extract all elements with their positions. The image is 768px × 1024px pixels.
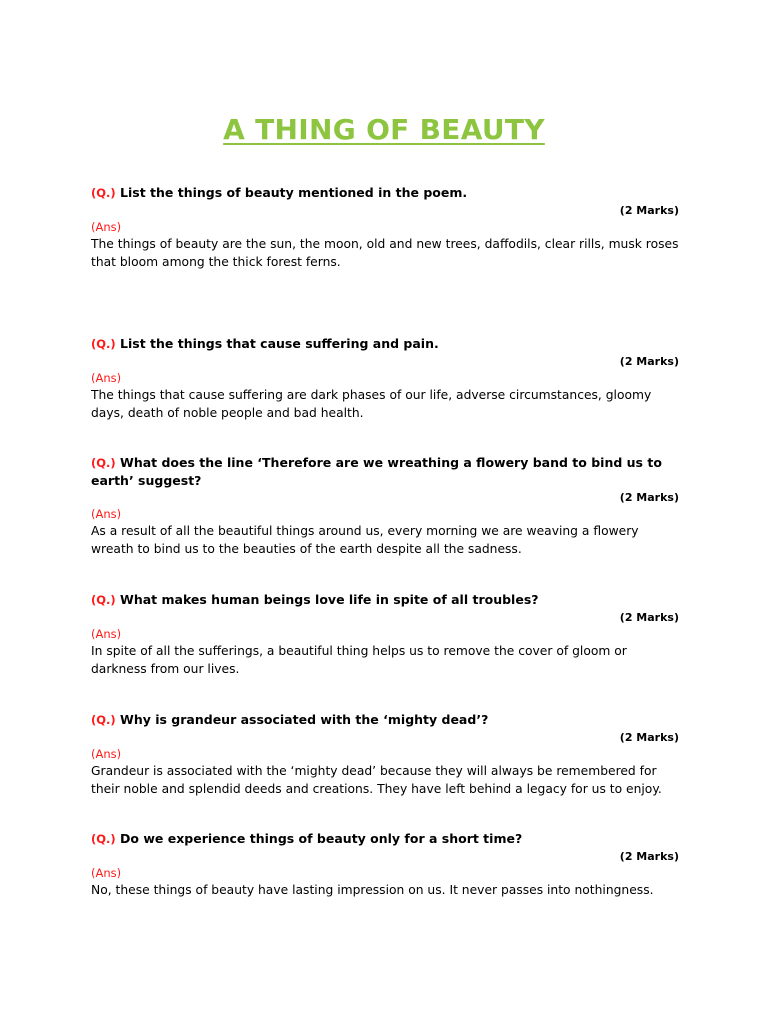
question-tag: (Q.) bbox=[91, 337, 116, 351]
answer-text: In spite of all the sufferings, a beautiful thing helps us to remove the cover of gloom or darkness from our lives. bbox=[91, 644, 627, 676]
question-text: Do we experience things of beauty only for a short time? bbox=[120, 831, 523, 846]
question-tag: (Q.) bbox=[91, 593, 116, 607]
question-text: List the things that cause suffering and pain. bbox=[120, 336, 439, 351]
answer-text: As a result of all the beautiful things around us, every morning we are weaving a flowery wreath to bind us to the beauties of the earth despite all the sadness. bbox=[91, 524, 639, 556]
answer-tag: (Ans) bbox=[91, 866, 122, 880]
question bbox=[91, 454, 687, 489]
marks-label: (2 Marks) bbox=[619, 850, 679, 863]
answer-text: No, these things of beauty have lasting impression on us. It never passes into nothingness. bbox=[91, 883, 654, 897]
answer-text: The things that cause suffering are dark phases of our life, adverse circumstances, gloomy days, death of noble people and bad health. bbox=[91, 388, 652, 420]
page-title bbox=[0, 110, 768, 150]
answer-text: Grandeur is associated with the ‘mighty dead’ because they will always be remembered for their noble and splendid deeds and creations. They have left behind a legacy for us to enjoy. bbox=[91, 764, 662, 796]
qa-block-3 bbox=[91, 454, 687, 558]
question bbox=[91, 591, 687, 609]
question-text: What does the line ‘Therefore are we wreathing a flowery band to bind us to earth’ suggest? bbox=[91, 455, 662, 488]
question-tag: (Q.) bbox=[91, 186, 116, 200]
marks-label: (2 Marks) bbox=[619, 491, 679, 504]
answer-tag: (Ans) bbox=[91, 371, 122, 385]
answer-tag: (Ans) bbox=[91, 627, 122, 641]
question-text: List the things of beauty mentioned in the poem. bbox=[120, 185, 468, 200]
marks-label: (2 Marks) bbox=[619, 731, 679, 744]
question-text: What makes human beings love life in spite of all troubles? bbox=[120, 592, 539, 607]
qa-block-6 bbox=[91, 830, 687, 900]
answer-tag: (Ans) bbox=[91, 747, 122, 761]
marks-label: (2 Marks) bbox=[619, 204, 679, 217]
qa-block-5 bbox=[91, 711, 687, 798]
question bbox=[91, 184, 687, 202]
title-text: A THING OF BEAUTY bbox=[223, 113, 545, 146]
answer-text: The things of beauty are the sun, the moon, old and new trees, daffodils, clear rills, musk roses that bloom among the thick forest ferns. bbox=[91, 237, 679, 269]
marks-label: (2 Marks) bbox=[619, 355, 679, 368]
question-tag: (Q.) bbox=[91, 456, 116, 470]
answer-tag: (Ans) bbox=[91, 220, 122, 234]
question bbox=[91, 711, 687, 729]
question-text: Why is grandeur associated with the ‘mighty dead’? bbox=[120, 712, 489, 727]
question bbox=[91, 335, 687, 353]
qa-block-2 bbox=[91, 335, 687, 422]
answer-tag: (Ans) bbox=[91, 507, 122, 521]
question-tag: (Q.) bbox=[91, 713, 116, 727]
qa-block-4 bbox=[91, 591, 687, 678]
question bbox=[91, 830, 687, 848]
marks-label: (2 Marks) bbox=[619, 611, 679, 624]
question-tag: (Q.) bbox=[91, 832, 116, 846]
qa-block-1 bbox=[91, 184, 687, 271]
